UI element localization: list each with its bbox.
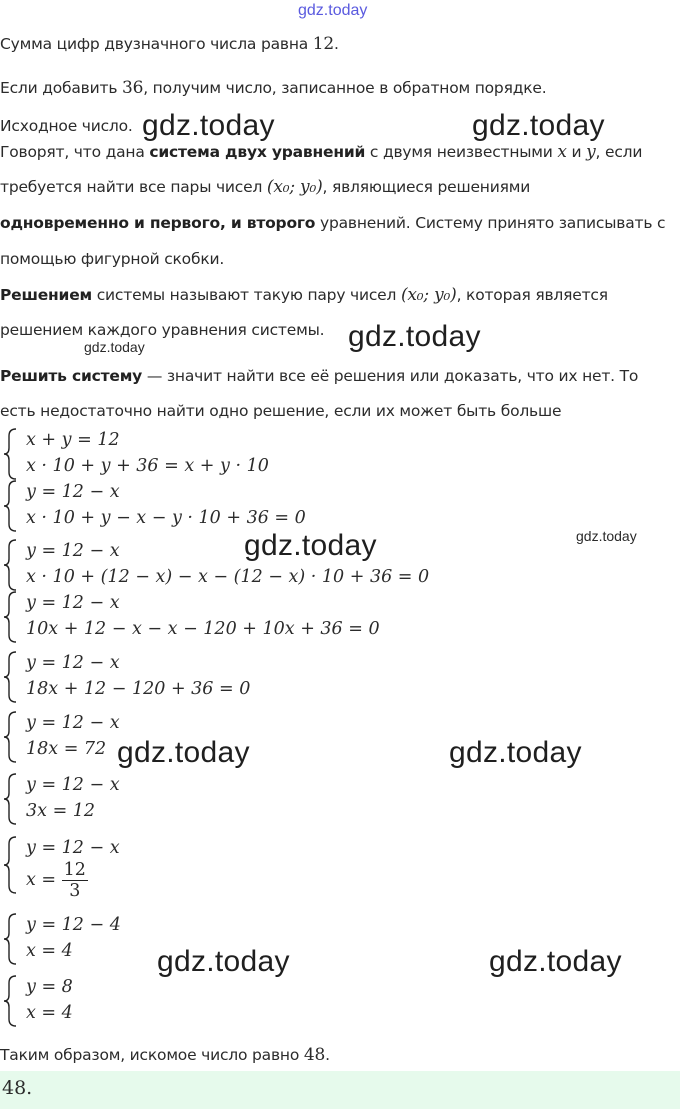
- brace-icon: [2, 480, 18, 532]
- theory-line-2: [0, 177, 530, 197]
- equation: y = 12 − x: [26, 653, 120, 673]
- text: и: [566, 143, 587, 161]
- left-brace: [2, 651, 18, 703]
- equation: 10x + 12 − x − x − 120 + 10x + 36 = 0: [26, 619, 380, 639]
- bold-term: одновременно и первого, и второго: [0, 214, 316, 232]
- brace-icon: [2, 711, 18, 763]
- bold-term: Решением: [0, 286, 92, 304]
- equation: x = 4: [26, 1003, 73, 1023]
- watermark-small: gdz.today: [576, 528, 637, 544]
- fraction-numerator: 12: [63, 860, 86, 880]
- equation: 18x + 12 − 120 + 36 = 0: [26, 679, 251, 699]
- equation: 3x = 12: [26, 801, 96, 821]
- text: Сумма цифр двузначного числа равна: [0, 35, 313, 53]
- theory-line-7: [0, 367, 638, 385]
- watermark: gdz.today: [142, 109, 275, 142]
- text: системы называют такую пару чисел: [92, 286, 401, 304]
- theory-line-6: решением каждого уравнения системы.: [0, 321, 325, 339]
- watermark: gdz.today: [449, 736, 582, 769]
- equation: x · 10 + y + 36 = x + y · 10: [26, 456, 269, 476]
- watermark-top: gdz.today: [298, 2, 368, 19]
- brace-icon: [2, 651, 18, 703]
- math-pair: (x₀; y₀): [400, 285, 457, 305]
- watermark: gdz.today: [244, 529, 377, 562]
- brace-icon: [2, 428, 18, 480]
- watermark: gdz.today: [348, 320, 481, 353]
- equation: y = 12 − x: [26, 593, 120, 613]
- text: требуется найти все пары чисел: [0, 178, 267, 196]
- theory-line-3: [0, 214, 665, 232]
- left-brace: [2, 975, 18, 1027]
- left-brace: [2, 913, 18, 965]
- theory-line-4: помощью фигурной скобки.: [0, 250, 225, 268]
- equation: x · 10 + (12 − x) − x − (12 − x) · 10 + 36 = 0: [26, 567, 430, 587]
- equation: x + y = 12: [26, 430, 120, 450]
- text: .: [334, 35, 339, 53]
- answer-box: [0, 1071, 680, 1109]
- brace-icon: [2, 975, 18, 1027]
- fraction-denominator: 3: [69, 881, 81, 901]
- brace-icon: [2, 591, 18, 643]
- math-pair: (x₀; y₀): [266, 177, 323, 197]
- theory-line-1: [0, 142, 642, 162]
- theory-line-8: есть недостаточно найти одно решение, если их может быть больше: [0, 402, 562, 420]
- text: , получим число, записанное в обратном порядке.: [143, 79, 547, 97]
- equation: y = 12 − 4: [26, 915, 121, 935]
- left-brace: [2, 591, 18, 643]
- watermark: gdz.today: [489, 945, 622, 978]
- watermark: gdz.today: [157, 945, 290, 978]
- equation: x = 4: [26, 941, 73, 961]
- text: .: [325, 1046, 330, 1064]
- equation: y = 12 − x: [26, 713, 120, 733]
- conclusion-line: [0, 1045, 330, 1065]
- answer-value: 48.: [2, 1077, 33, 1099]
- text: — значит найти все её решения или доказать, что их нет. То: [142, 367, 639, 385]
- text: Если добавить: [0, 79, 122, 97]
- bold-term: система двух уравнений: [149, 143, 366, 161]
- text: , являющиеся решениями: [322, 178, 531, 196]
- math-number: 12: [312, 34, 335, 54]
- problem-line-3: Исходное число.: [0, 117, 133, 135]
- fraction: [62, 860, 88, 901]
- equation: 18x = 72: [26, 739, 107, 759]
- left-brace: [2, 480, 18, 532]
- equation: y = 8: [26, 977, 73, 997]
- math-number: 48: [303, 1045, 326, 1065]
- left-brace: [2, 773, 18, 825]
- watermark-small: gdz.today: [84, 339, 145, 355]
- bold-term: Решить систему: [0, 367, 143, 385]
- equation: y = 12 − x: [26, 775, 120, 795]
- text: , которая является: [456, 286, 608, 304]
- brace-icon: [2, 913, 18, 965]
- left-brace: [2, 539, 18, 591]
- math-number: 36: [121, 78, 144, 98]
- text: Говорят, что дана: [0, 143, 150, 161]
- equation: y = 12 − x: [26, 482, 120, 502]
- watermark: gdz.today: [472, 109, 605, 142]
- text: с двумя неизвестными: [365, 143, 558, 161]
- problem-line-1: [0, 34, 339, 54]
- watermark: gdz.today: [117, 736, 250, 769]
- theory-line-5: [0, 285, 608, 305]
- brace-icon: [2, 773, 18, 825]
- equation: y = 12 − x: [26, 838, 120, 858]
- equation: x = $\frac{12}{3}$: [26, 860, 86, 901]
- text: Таким образом, искомое число равно: [0, 1046, 304, 1064]
- equation: x · 10 + y − x − y · 10 + 36 = 0: [26, 508, 306, 528]
- math-var: y: [586, 142, 596, 162]
- math-var: x: [557, 142, 567, 162]
- brace-icon: [2, 836, 18, 894]
- text: , если: [595, 143, 643, 161]
- left-brace: [2, 836, 18, 894]
- brace-icon: [2, 539, 18, 591]
- left-brace: [2, 711, 18, 763]
- text: уравнений. Систему принято записывать с: [315, 214, 666, 232]
- problem-line-2: [0, 78, 546, 98]
- left-brace: [2, 428, 18, 480]
- equation: y = 12 − x: [26, 541, 120, 561]
